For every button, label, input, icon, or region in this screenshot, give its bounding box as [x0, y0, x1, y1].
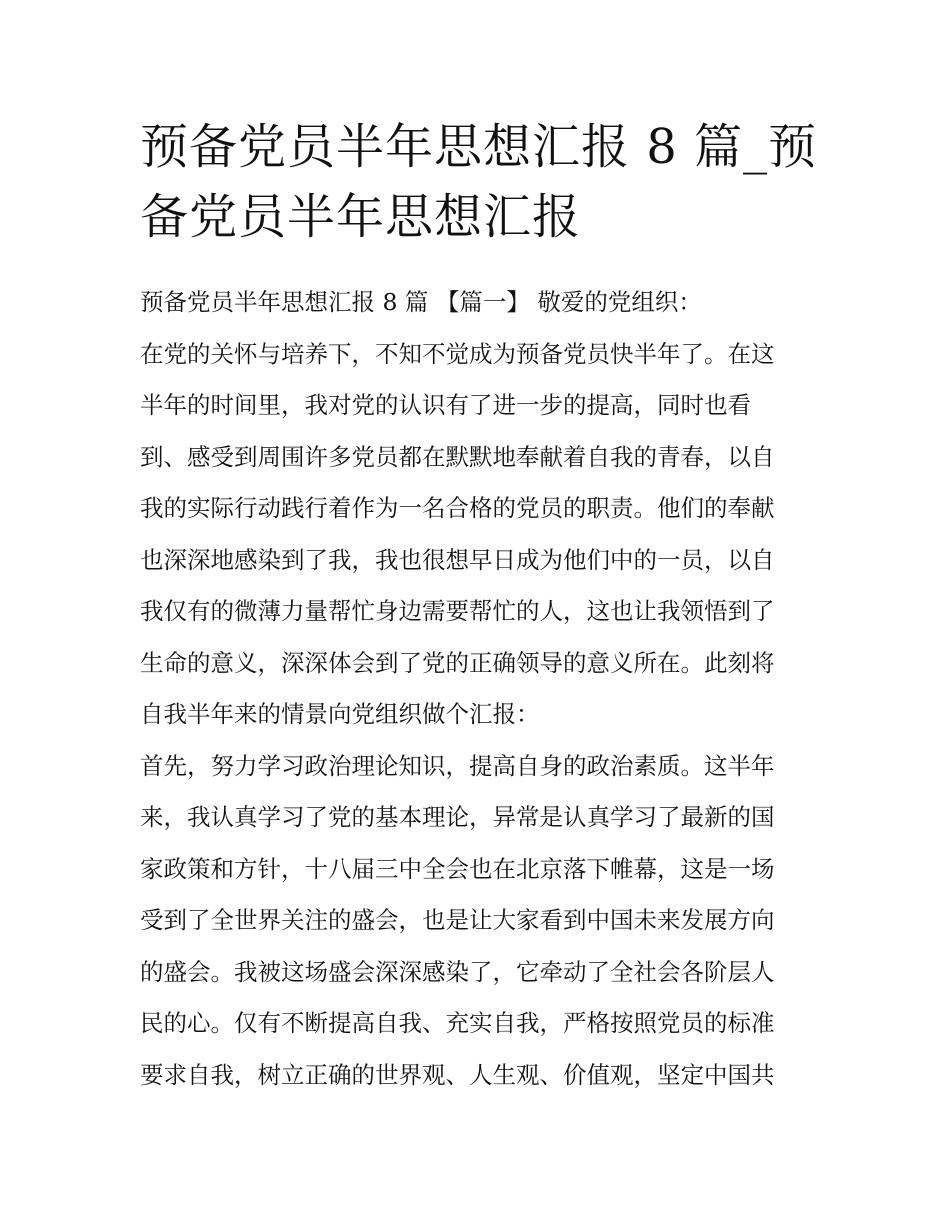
- body-line: 半年的时间里，我对党的认识有了进一步的提高，同时也看: [140, 391, 751, 419]
- title-line: 备党员半年思想汇报: [140, 189, 582, 245]
- body-line: 要求自我，树立正确的世界观、人生观、价值观，坚定中国共: [140, 1060, 775, 1089]
- body-line: 民的心。仅有不断提高自我、充实自我，严格按照党员的标准: [140, 1009, 775, 1037]
- body-line: 首先，努力学习政治理论知识，提高自身的政治素质。这半年: [140, 751, 775, 780]
- body-line: 也深深地感染到了我，我也很想早日成为他们中的一员，以自: [140, 545, 775, 574]
- body-line: 的盛会。我被这场盛会深深感染了，它牵动了全社会各阶层人: [140, 957, 775, 986]
- body-line: 受到了全世界关注的盛会，也是让大家看到中国未来发展方向: [140, 906, 775, 934]
- document-title: [140, 112, 820, 252]
- document-body: [140, 280, 820, 1104]
- title-line: 预备党员半年思想汇报 8 篇_预: [140, 119, 818, 175]
- body-line: 在党的关怀与培养下，不知不觉成为预备党员快半年了。在这: [140, 339, 775, 368]
- body-line: 预备党员半年思想汇报 8 篇 【篇一】 敬爱的党组织：: [140, 288, 702, 316]
- body-line: 家政策和方针，十八届三中全会也在北京落下帷幕，这是一场: [140, 854, 775, 883]
- body-line: 我的实际行动践行着作为一名合格的党员的职责。他们的奉献: [140, 494, 775, 522]
- body-line: 来，我认真学习了党的基本理论，异常是认真学习了最新的国: [140, 803, 775, 831]
- body-line: 我仅有的微薄力量帮忙身边需要帮忙的人，这也让我领悟到了: [140, 597, 775, 625]
- body-line: 到、感受到周围许多党员都在默默地奉献着自我的青春，以自: [140, 442, 775, 471]
- body-line: 自我半年来的情景向党组织做个汇报：: [140, 700, 540, 728]
- body-line: 生命的意义，深深体会到了党的正确领导的意义所在。此刻将: [140, 648, 775, 677]
